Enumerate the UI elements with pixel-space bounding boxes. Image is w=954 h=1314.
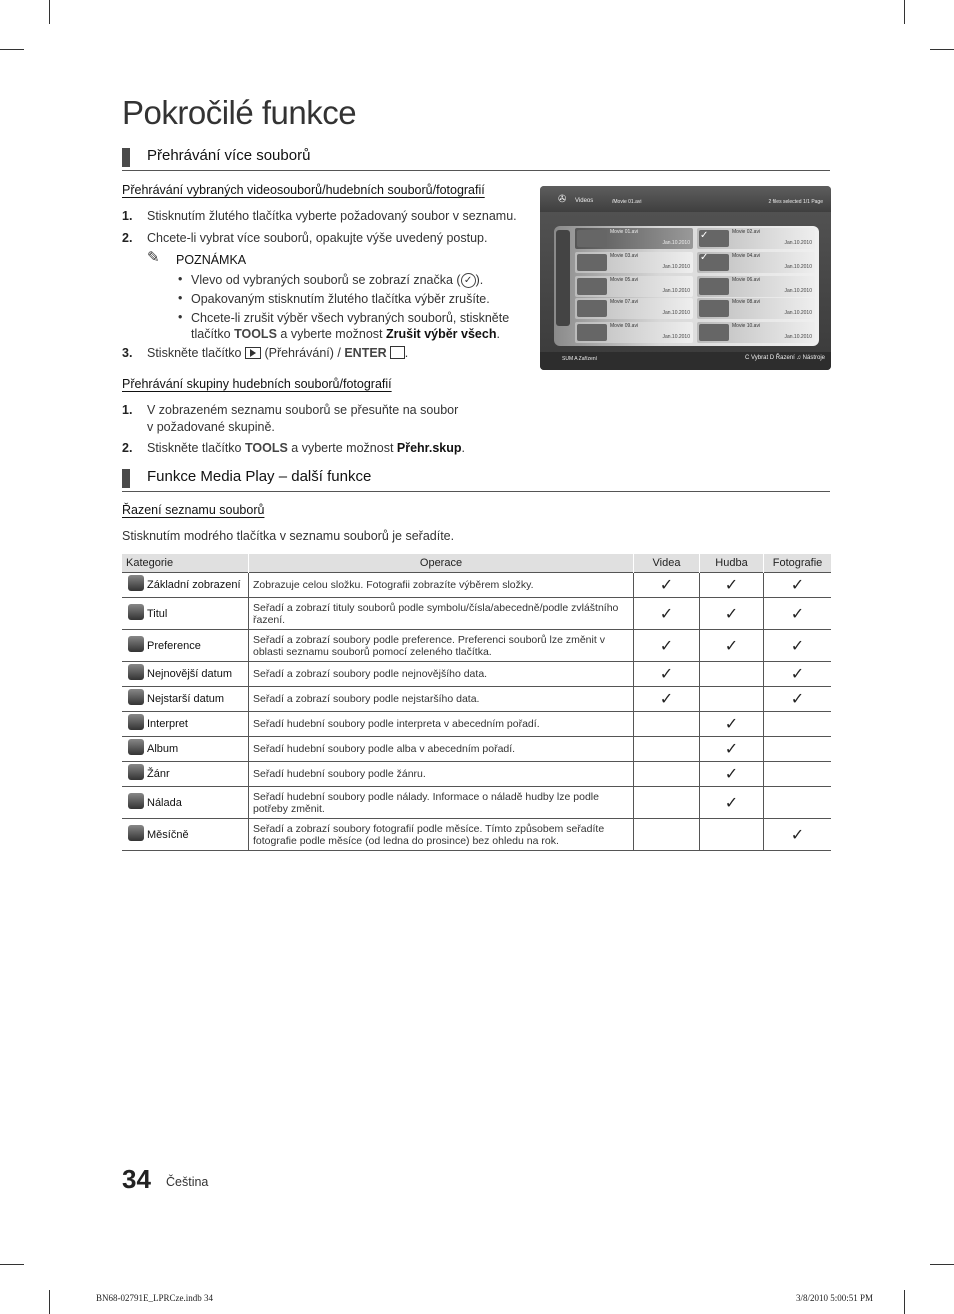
- fotografie-cell: ✓: [764, 573, 832, 598]
- fotografie-cell: ✓: [764, 687, 832, 712]
- table-header: Fotografie: [764, 554, 832, 573]
- hudba-cell: [700, 662, 764, 687]
- videa-cell: ✓: [634, 687, 700, 712]
- check-mark-icon: ✓: [461, 273, 476, 288]
- artist-icon: [128, 714, 144, 730]
- hudba-cell: ✓: [700, 762, 764, 787]
- crop-mark: [930, 49, 954, 50]
- table-header: Operace: [249, 554, 634, 573]
- videa-cell: [634, 737, 700, 762]
- crop-mark: [904, 0, 905, 24]
- star-icon: [128, 636, 144, 652]
- category-cell: Titul: [122, 598, 249, 630]
- note-bullet-text: tlačítko TOOLS a vyberte možnost Zrušit výběr všech.: [191, 327, 500, 341]
- tv-file-tile: Movie 03.avi Jan.10.2010: [575, 252, 693, 273]
- tv-bottom-right: C Vybrat D Řazení ♫ Nástroje: [745, 355, 825, 361]
- bullet: •: [178, 291, 183, 305]
- tv-status: 2 files selected 1/1 Page: [768, 199, 823, 205]
- category-cell: Nejnovější datum: [122, 662, 249, 687]
- operation-cell: Seřadí a zobrazí tituly souborů podle symbolu/čísla/abecedně/podle zvláštního řazení.: [249, 598, 634, 630]
- operation-cell: Seřadí hudební soubory podle žánru.: [249, 762, 634, 787]
- hudba-cell: ✓: [700, 573, 764, 598]
- tv-app-name: Videos: [575, 198, 594, 204]
- heading-bar: [122, 148, 130, 167]
- heading-bar: [122, 469, 130, 488]
- step-text: Chcete-li vybrat více souborů, opakujte výše uvedený postup.: [147, 231, 488, 245]
- tv-sidebar: [556, 230, 570, 326]
- page-title: Pokročilé funkce: [122, 94, 357, 131]
- folder-icon: [128, 575, 144, 591]
- category-cell: Žánr: [122, 762, 249, 787]
- videa-cell: ✓: [634, 662, 700, 687]
- table-row: [122, 737, 831, 762]
- step-number: 2.: [122, 441, 133, 455]
- category-cell: Měsíčně: [122, 819, 249, 851]
- step-number: 3.: [122, 346, 133, 360]
- hudba-cell: ✓: [700, 712, 764, 737]
- note-bullet-text: Vlevo od vybraných souborů se zobrazí značka ( ✓ ).: [191, 273, 484, 287]
- subheading: Přehrávání skupiny hudebních souborů/fotografií: [122, 377, 392, 391]
- table-row: [122, 819, 831, 851]
- category-cell: Album: [122, 737, 249, 762]
- section-heading: [122, 467, 830, 492]
- section-heading-text: Přehrávání více souborů: [147, 147, 311, 164]
- step-number: 2.: [122, 231, 133, 245]
- hudba-cell: [700, 687, 764, 712]
- step-text: v požadované skupině.: [147, 420, 275, 434]
- tv-screen-illustration: [540, 186, 831, 370]
- videa-cell: [634, 762, 700, 787]
- intro-text: Stisknutím modrého tlačítka v seznamu souborů je seřadíte.: [122, 529, 455, 543]
- operation-cell: Seřadí a zobrazí soubory podle nejstaršího data.: [249, 687, 634, 712]
- crop-mark: [930, 1264, 954, 1265]
- crop-mark: [0, 1264, 24, 1265]
- table-row: [122, 630, 831, 662]
- fotografie-cell: ✓: [764, 662, 832, 687]
- table-row: [122, 598, 831, 630]
- note-bullet-text: Opakovaným stisknutím žlutého tlačítka výběr zrušíte.: [191, 292, 490, 306]
- print-date-info: 3/8/2010 5:00:51 PM: [796, 1293, 874, 1303]
- table-header: Hudba: [700, 554, 764, 573]
- title-icon: [128, 604, 144, 620]
- hudba-cell: ✓: [700, 737, 764, 762]
- crop-mark: [904, 1290, 905, 1314]
- check-mark-icon: ✓: [700, 230, 709, 241]
- crop-mark: [49, 1290, 50, 1314]
- table-row: [122, 762, 831, 787]
- monthly-calendar-icon: [128, 825, 144, 841]
- fotografie-cell: ✓: [764, 630, 832, 662]
- tv-file-tile: Movie 05.avi Jan.10.2010: [575, 276, 693, 297]
- operation-cell: Seřadí a zobrazí soubory podle nejnovějšího data.: [249, 662, 634, 687]
- hudba-cell: ✓: [700, 630, 764, 662]
- check-mark-icon: ✓: [700, 252, 709, 263]
- subheading: Řazení seznamu souborů: [122, 503, 265, 517]
- section-heading-text: Funkce Media Play – další funkce: [147, 468, 372, 485]
- step-text: Stiskněte tlačítko TOOLS a vyberte možnost Přehr.skup.: [147, 441, 465, 455]
- table-row: [122, 573, 831, 598]
- videa-cell: [634, 819, 700, 851]
- step-number: 1.: [122, 209, 133, 223]
- category-cell: Nejstarší datum: [122, 687, 249, 712]
- tv-file-tile: Movie 01.avi Jan.10.2010: [575, 228, 693, 249]
- step-text: Stisknutím žlutého tlačítka vyberte požadovaný soubor v seznamu.: [147, 209, 517, 223]
- operation-cell: Seřadí hudební soubory podle interpreta v abecedním pořadí.: [249, 712, 634, 737]
- videa-cell: [634, 787, 700, 819]
- fotografie-cell: [764, 737, 832, 762]
- tv-file-tile: Movie 06.avi Jan.10.2010: [697, 276, 815, 297]
- category-cell: Interpret: [122, 712, 249, 737]
- tv-file-tile: Movie 04.avi Jan.10.2010: [697, 252, 815, 273]
- note-label: POZNÁMKA: [176, 253, 247, 267]
- crop-mark: [49, 0, 50, 24]
- tv-file-tile: Movie 08.avi Jan.10.2010: [697, 298, 815, 319]
- table-header: Videa: [634, 554, 700, 573]
- videa-cell: ✓: [634, 630, 700, 662]
- bullet: •: [178, 310, 183, 324]
- subheading: Přehrávání vybraných videosouborů/hudebních souborů/fotografií: [122, 183, 485, 197]
- note-bullet-text: Chcete-li zrušit výběr všech vybraných souborů, stiskněte: [191, 311, 510, 325]
- sort-table: [122, 554, 831, 851]
- language-label: Čeština: [166, 1175, 209, 1189]
- operation-cell: Seřadí a zobrazí soubory podle preference. Preferenci souborů lze změnit v oblasti seznamu souborů pomocí zeleného tlačítka.: [249, 630, 634, 662]
- album-icon: [128, 739, 144, 755]
- play-button-icon: [245, 347, 261, 359]
- table-row: [122, 787, 831, 819]
- fotografie-cell: ✓: [764, 598, 832, 630]
- step-number: 1.: [122, 403, 133, 417]
- print-file-info: BN68-02791E_LPRCze.indb 34: [96, 1293, 213, 1303]
- operation-cell: Seřadí hudební soubory podle nálady. Informace o náladě hudby lze podle potřeby změnit.: [249, 787, 634, 819]
- calendar-1-icon: [128, 689, 144, 705]
- fotografie-cell: [764, 762, 832, 787]
- table-header: Kategorie: [122, 554, 249, 573]
- note-pencil-icon: ✎: [147, 249, 160, 266]
- hudba-cell: ✓: [700, 598, 764, 630]
- operation-cell: Zobrazuje celou složku. Fotografii zobrazíte výběrem složky.: [249, 573, 634, 598]
- videa-cell: ✓: [634, 573, 700, 598]
- table-header-row: [122, 554, 831, 573]
- category-cell: Základní zobrazení: [122, 573, 249, 598]
- videa-cell: [634, 712, 700, 737]
- calendar-30-icon: [128, 664, 144, 680]
- crop-mark: [0, 49, 24, 50]
- step-text: Stiskněte tlačítko (Přehrávání) / ENTER .: [147, 346, 409, 360]
- operation-cell: Seřadí a zobrazí soubory fotografií podle měsíce. Tímto způsobem seřadíte fotografie podle měsíce (od ledna do prosince) bez ohledu na rok.: [249, 819, 634, 851]
- section-heading: [122, 146, 830, 171]
- hudba-cell: ✓: [700, 787, 764, 819]
- step-text: V zobrazeném seznamu souborů se přesuňte na soubor: [147, 403, 459, 417]
- tv-file-tile: Movie 10.avi Jan.10.2010: [697, 322, 815, 343]
- category-cell: Nálada: [122, 787, 249, 819]
- videa-cell: ✓: [634, 598, 700, 630]
- tv-file-tile: Movie 09.avi Jan.10.2010: [575, 322, 693, 343]
- enter-icon: [390, 346, 405, 359]
- mood-icon: [128, 793, 144, 809]
- tv-bottom-left: SUM A Zařízení: [562, 356, 598, 362]
- table-row: [122, 662, 831, 687]
- tv-path: /Movie 01.avi: [612, 199, 642, 205]
- table-row: [122, 712, 831, 737]
- table-row: [122, 687, 831, 712]
- videos-icon: ✇: [558, 194, 567, 205]
- fotografie-cell: [764, 787, 832, 819]
- operation-cell: Seřadí hudební soubory podle alba v abecedním pořadí.: [249, 737, 634, 762]
- bullet: •: [178, 272, 183, 286]
- genre-icon: [128, 764, 144, 780]
- fotografie-cell: [764, 712, 832, 737]
- category-cell: Preference: [122, 630, 249, 662]
- page-number: 34: [122, 1164, 151, 1194]
- hudba-cell: [700, 819, 764, 851]
- tv-file-tile: Movie 02.avi Jan.10.2010: [697, 228, 815, 249]
- tv-file-tile: Movie 07.avi Jan.10.2010: [575, 298, 693, 319]
- fotografie-cell: ✓: [764, 819, 832, 851]
